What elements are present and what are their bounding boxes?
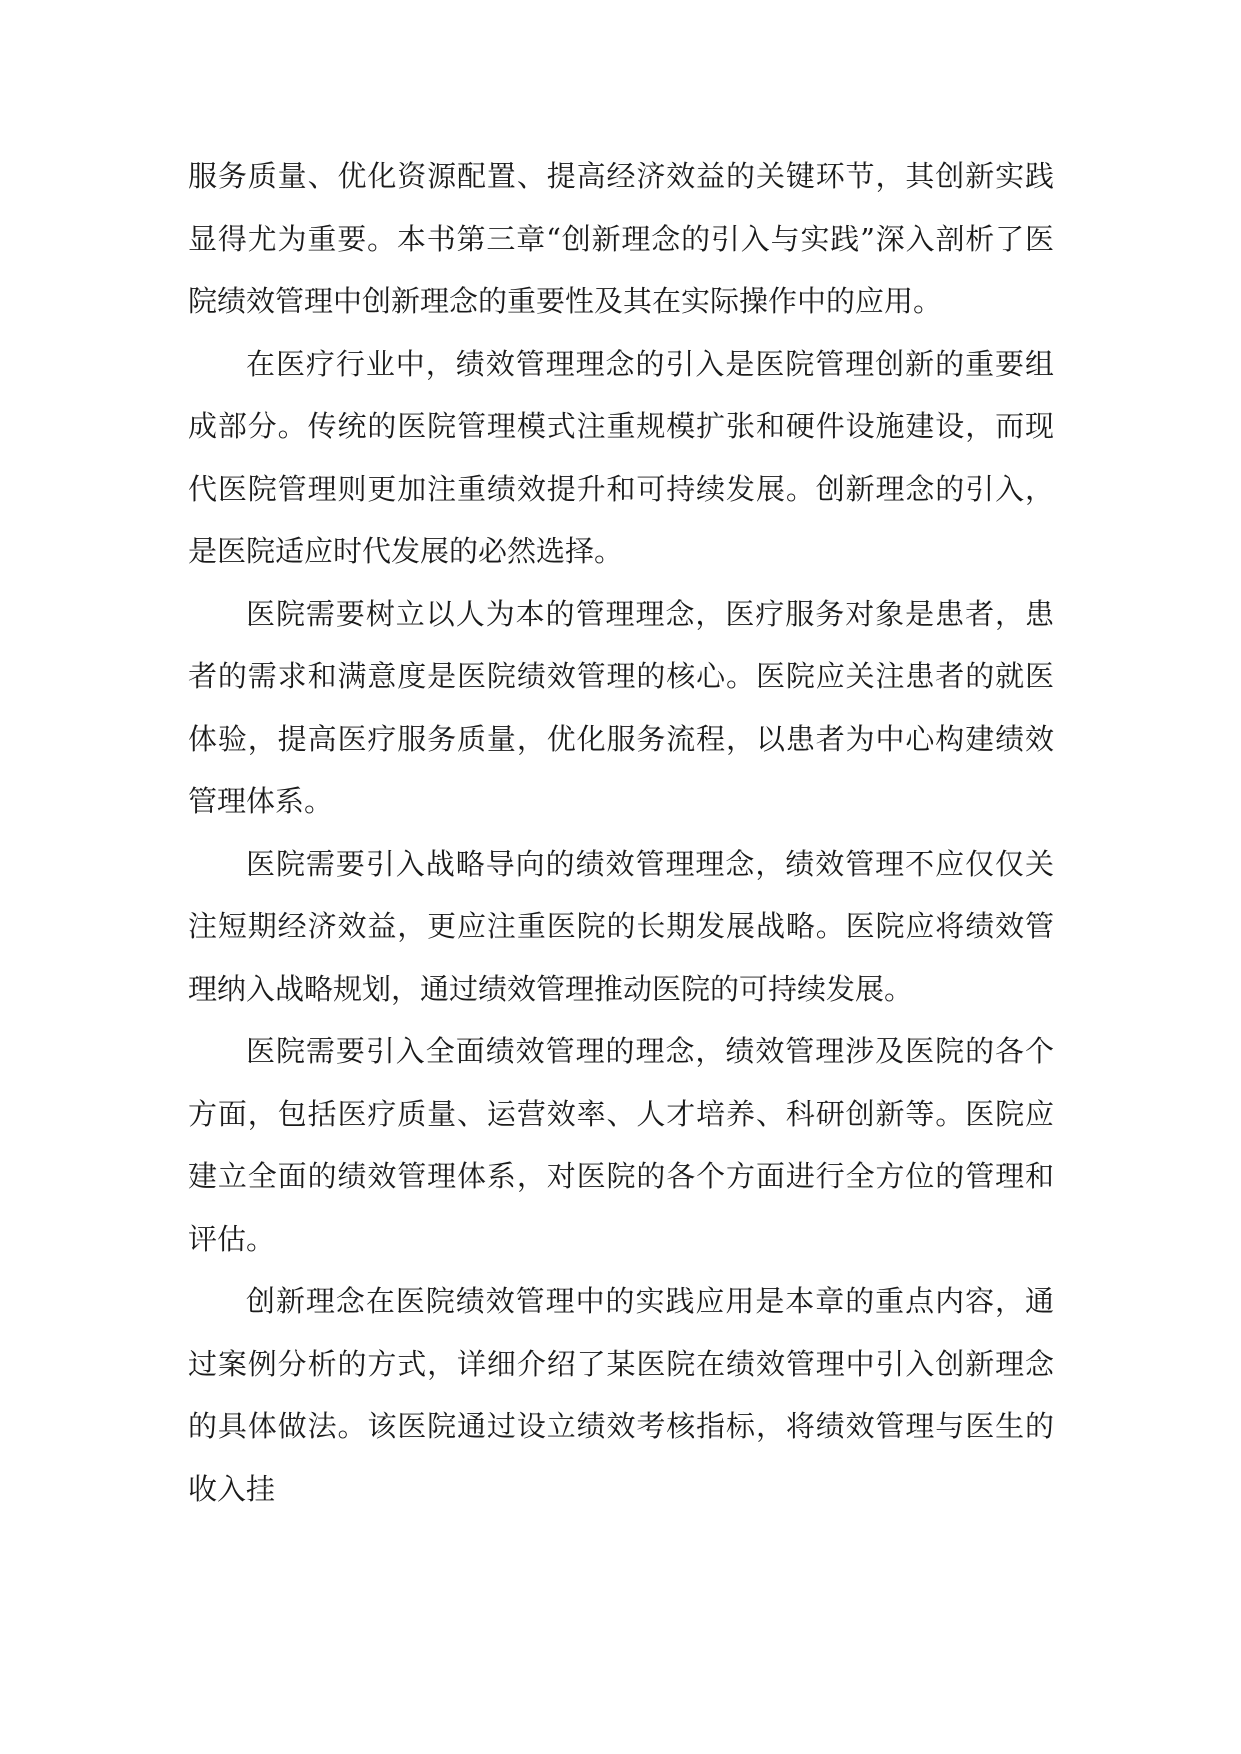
paragraph: 医院需要引入战略导向的绩效管理理念，绩效管理不应仅仅关注短期经济效益，更应注重医院的长期发展战略。医院应将绩效管理纳入战略规划，通过绩效管理推动医院的可持续发展。	[188, 846, 1054, 1006]
body-text	[188, 145, 1054, 1520]
paragraph: 创新理念在医院绩效管理中的实践应用是本章的重点内容，通过案例分析的方式，详细介绍了某医院在绩效管理中引入创新理念的具体做法。该医院通过设立绩效考核指标，将绩效管理与医生的收入挂	[188, 1284, 1054, 1506]
paragraph: 医院需要树立以人为本的管理理念，医疗服务对象是患者，患者的需求和满意度是医院绩效管理的核心。医院应关注患者的就医体验，提高医疗服务质量，优化服务流程，以患者为中心构建绩效管理体系。	[188, 596, 1054, 818]
paragraph: 在医疗行业中，绩效管理理念的引入是医院管理创新的重要组成部分。传统的医院管理模式注重规模扩张和硬件设施建设，而现代医院管理则更加注重绩效提升和可持续发展。创新理念的引入，是医院适应时代发展的必然选择。	[188, 346, 1054, 568]
paragraph-continuation: 服务质量、优化资源配置、提高经济效益的关键环节，其创新实践显得尤为重要。本书第三章“创新理念的引入与实践”深入剖析了医院绩效管理中创新理念的重要性及其在实际操作中的应用。	[188, 159, 1054, 318]
paragraph: 医院需要引入全面绩效管理的理念，绩效管理涉及医院的各个方面，包括医疗质量、运营效率、人才培养、科研创新等。医院应建立全面的绩效管理体系，对医院的各个方面进行全方位的管理和评估。	[188, 1034, 1054, 1256]
